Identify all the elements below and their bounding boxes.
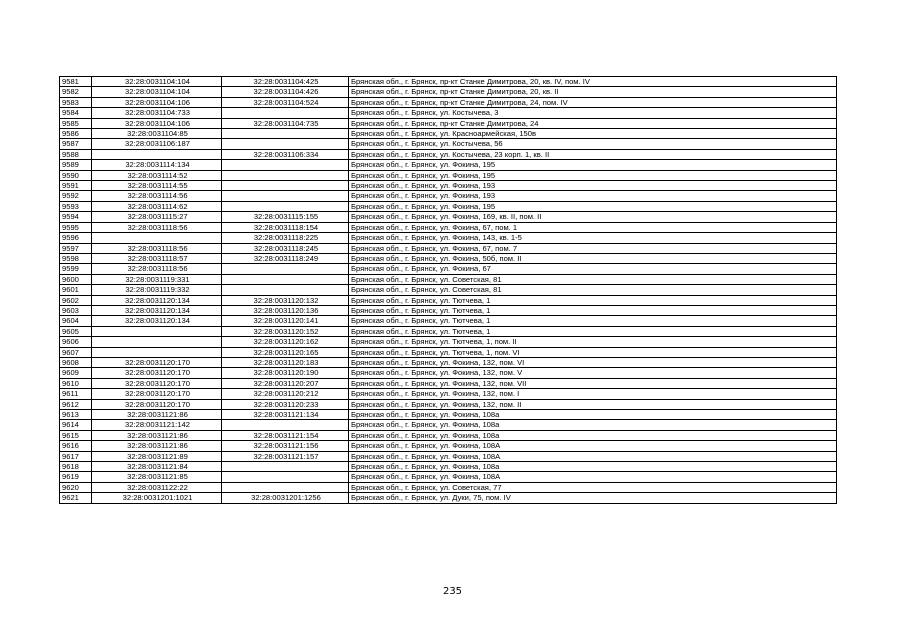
address-cell: Брянская обл., г. Брянск, ул. Фокина, 108А xyxy=(349,441,837,451)
row-number-cell: 9598 xyxy=(60,253,92,263)
room-cadastral-number-cell: 32:28:0031120:183 xyxy=(222,357,349,367)
cadastral-number-cell: 32:28:0031115:27 xyxy=(92,212,222,222)
room-cadastral-number-cell: 32:28:0031118:225 xyxy=(222,233,349,243)
cadastral-number-cell: 32:28:0031120:170 xyxy=(92,357,222,367)
address-cell: Брянская обл., г. Брянск, пр-кт Станке Димитрова, 24, пом. IV xyxy=(349,97,837,107)
cadastral-number-cell xyxy=(92,149,222,159)
room-cadastral-number-cell xyxy=(222,160,349,170)
row-number-cell: 9611 xyxy=(60,389,92,399)
cadastral-number-cell: 32:28:0031119:331 xyxy=(92,274,222,284)
table-row xyxy=(60,222,837,232)
cadastral-number-cell: 32:28:0031118:56 xyxy=(92,264,222,274)
address-cell: Брянская обл., г. Брянск, ул. Фокина, 67, пом. 7 xyxy=(349,243,837,253)
room-cadastral-number-cell: 32:28:0031120:162 xyxy=(222,337,349,347)
cadastral-number-cell: 32:28:0031118:56 xyxy=(92,222,222,232)
room-cadastral-number-cell: 32:28:0031121:154 xyxy=(222,430,349,440)
address-cell: Брянская обл., г. Брянск, ул. Дуки, 75, пом. IV xyxy=(349,493,837,503)
address-cell: Брянская обл., г. Брянск, ул. Фокина, 108А xyxy=(349,472,837,482)
cadastral-number-cell: 32:28:0031104:104 xyxy=(92,77,222,87)
room-cadastral-number-cell: 32:28:0031118:245 xyxy=(222,243,349,253)
table-row xyxy=(60,160,837,170)
room-cadastral-number-cell: 32:28:0031201:1256 xyxy=(222,493,349,503)
row-number-cell: 9614 xyxy=(60,420,92,430)
address-cell: Брянская обл., г. Брянск, ул. Фокина, 193 xyxy=(349,181,837,191)
room-cadastral-number-cell: 32:28:0031118:154 xyxy=(222,222,349,232)
cadastral-number-cell: 32:28:0031120:170 xyxy=(92,389,222,399)
table-row xyxy=(60,191,837,201)
room-cadastral-number-cell: 32:28:0031120:207 xyxy=(222,378,349,388)
row-number-cell: 9618 xyxy=(60,462,92,472)
address-cell: Брянская обл., г. Брянск, ул. Фокина, 193 xyxy=(349,191,837,201)
cadastral-number-cell: 32:28:0031119:332 xyxy=(92,285,222,295)
table-row xyxy=(60,274,837,284)
room-cadastral-number-cell: 32:28:0031120:212 xyxy=(222,389,349,399)
address-cell: Брянская обл., г. Брянск, ул. Фокина, 132, пом. VI xyxy=(349,357,837,367)
address-cell: Брянская обл., г. Брянск, ул. Фокина, 132, пом. I xyxy=(349,389,837,399)
table-row xyxy=(60,129,837,139)
address-cell: Брянская обл., г. Брянск, ул. Фокина, 195 xyxy=(349,160,837,170)
row-number-cell: 9601 xyxy=(60,285,92,295)
row-number-cell: 9603 xyxy=(60,305,92,315)
property-registry-table xyxy=(59,76,837,504)
table-row xyxy=(60,378,837,388)
cadastral-number-cell: 32:28:0031104:104 xyxy=(92,87,222,97)
cadastral-number-cell: 32:28:0031121:86 xyxy=(92,441,222,451)
row-number-cell: 9581 xyxy=(60,77,92,87)
room-cadastral-number-cell xyxy=(222,170,349,180)
cadastral-number-cell xyxy=(92,347,222,357)
cadastral-number-cell: 32:28:0031120:134 xyxy=(92,305,222,315)
room-cadastral-number-cell: 32:28:0031121:157 xyxy=(222,451,349,461)
address-cell: Брянская обл., г. Брянск, ул. Фокина, 67 xyxy=(349,264,837,274)
table-row xyxy=(60,118,837,128)
row-number-cell: 9604 xyxy=(60,316,92,326)
row-number-cell: 9599 xyxy=(60,264,92,274)
address-cell: Брянская обл., г. Брянск, ул. Фокина, 143, кв. 1-5 xyxy=(349,233,837,243)
row-number-cell: 9605 xyxy=(60,326,92,336)
registry-table-body xyxy=(60,77,837,504)
table-row xyxy=(60,253,837,263)
cadastral-number-cell: 32:28:0031120:134 xyxy=(92,295,222,305)
table-row xyxy=(60,87,837,97)
room-cadastral-number-cell xyxy=(222,139,349,149)
address-cell: Брянская обл., г. Брянск, ул. Фокина, 108а xyxy=(349,410,837,420)
address-cell: Брянская обл., г. Брянск, ул. Фокина, 50б, пом. II xyxy=(349,253,837,263)
row-number-cell: 9588 xyxy=(60,149,92,159)
cadastral-number-cell: 32:28:0031122:22 xyxy=(92,482,222,492)
cadastral-number-cell: 32:28:0031121:85 xyxy=(92,472,222,482)
room-cadastral-number-cell: 32:28:0031104:425 xyxy=(222,77,349,87)
room-cadastral-number-cell: 32:28:0031121:156 xyxy=(222,441,349,451)
cadastral-number-cell: 32:28:0031120:170 xyxy=(92,368,222,378)
table-row xyxy=(60,357,837,367)
room-cadastral-number-cell xyxy=(222,482,349,492)
room-cadastral-number-cell: 32:28:0031120:132 xyxy=(222,295,349,305)
cadastral-number-cell: 32:28:0031104:106 xyxy=(92,97,222,107)
cadastral-number-cell xyxy=(92,337,222,347)
address-cell: Брянская обл., г. Брянск, ул. Фокина, 108а xyxy=(349,420,837,430)
table-row xyxy=(60,482,837,492)
address-cell: Брянская обл., г. Брянск, ул. Тютчева, 1 xyxy=(349,316,837,326)
row-number-cell: 9594 xyxy=(60,212,92,222)
address-cell: Брянская обл., г. Брянск, пр-кт Станке Димитрова, 20, кв. IV, пом. IV xyxy=(349,77,837,87)
cadastral-number-cell: 32:28:0031106:187 xyxy=(92,139,222,149)
row-number-cell: 9592 xyxy=(60,191,92,201)
row-number-cell: 9613 xyxy=(60,410,92,420)
cadastral-number-cell: 32:28:0031104:85 xyxy=(92,129,222,139)
table-row xyxy=(60,181,837,191)
address-cell: Брянская обл., г. Брянск, ул. Советская, 81 xyxy=(349,274,837,284)
table-row xyxy=(60,285,837,295)
cadastral-number-cell: 32:28:0031121:86 xyxy=(92,410,222,420)
row-number-cell: 9589 xyxy=(60,160,92,170)
row-number-cell: 9596 xyxy=(60,233,92,243)
table-row xyxy=(60,493,837,503)
table-row xyxy=(60,149,837,159)
address-cell: Брянская обл., г. Брянск, ул. Тютчева, 1, пом. VI xyxy=(349,347,837,357)
table-row xyxy=(60,243,837,253)
address-cell: Брянская обл., г. Брянск, ул. Фокина, 169, кв. II, пом. II xyxy=(349,212,837,222)
room-cadastral-number-cell xyxy=(222,420,349,430)
cadastral-number-cell: 32:28:0031104:733 xyxy=(92,108,222,118)
address-cell: Брянская обл., г. Брянск, ул. Советская, 77 xyxy=(349,482,837,492)
row-number-cell: 9619 xyxy=(60,472,92,482)
row-number-cell: 9609 xyxy=(60,368,92,378)
row-number-cell: 9586 xyxy=(60,129,92,139)
cadastral-number-cell: 32:28:0031118:56 xyxy=(92,243,222,253)
row-number-cell: 9617 xyxy=(60,451,92,461)
table-row xyxy=(60,233,837,243)
room-cadastral-number-cell: 32:28:0031120:152 xyxy=(222,326,349,336)
room-cadastral-number-cell: 32:28:0031120:165 xyxy=(222,347,349,357)
room-cadastral-number-cell xyxy=(222,285,349,295)
cadastral-number-cell: 32:28:0031121:86 xyxy=(92,430,222,440)
address-cell: Брянская обл., г. Брянск, ул. Красноармейская, 150в xyxy=(349,129,837,139)
table-row xyxy=(60,410,837,420)
room-cadastral-number-cell: 32:28:0031115:155 xyxy=(222,212,349,222)
table-row xyxy=(60,462,837,472)
address-cell: Брянская обл., г. Брянск, ул. Фокина, 108а xyxy=(349,430,837,440)
table-row xyxy=(60,139,837,149)
cadastral-number-cell: 32:28:0031114:55 xyxy=(92,181,222,191)
room-cadastral-number-cell xyxy=(222,201,349,211)
address-cell: Брянская обл., г. Брянск, ул. Костычева, 23 корп. 1, кв. II xyxy=(349,149,837,159)
table-row xyxy=(60,305,837,315)
row-number-cell: 9610 xyxy=(60,378,92,388)
address-cell: Брянская обл., г. Брянск, ул. Тютчева, 1 xyxy=(349,305,837,315)
table-row xyxy=(60,368,837,378)
row-number-cell: 9602 xyxy=(60,295,92,305)
row-number-cell: 9608 xyxy=(60,357,92,367)
row-number-cell: 9587 xyxy=(60,139,92,149)
cadastral-number-cell: 32:28:0031120:170 xyxy=(92,399,222,409)
room-cadastral-number-cell xyxy=(222,264,349,274)
cadastral-number-cell: 32:28:0031114:56 xyxy=(92,191,222,201)
cadastral-number-cell: 32:28:0031121:142 xyxy=(92,420,222,430)
row-number-cell: 9595 xyxy=(60,222,92,232)
table-row xyxy=(60,212,837,222)
row-number-cell: 9591 xyxy=(60,181,92,191)
page-number: 235 xyxy=(442,586,463,597)
row-number-cell: 9585 xyxy=(60,118,92,128)
room-cadastral-number-cell xyxy=(222,191,349,201)
address-cell: Брянская обл., г. Брянск, ул. Фокина, 67, пом. 1 xyxy=(349,222,837,232)
room-cadastral-number-cell xyxy=(222,129,349,139)
table-row xyxy=(60,201,837,211)
cadastral-number-cell: 32:28:0031118:57 xyxy=(92,253,222,263)
table-row xyxy=(60,347,837,357)
row-number-cell: 9620 xyxy=(60,482,92,492)
row-number-cell: 9583 xyxy=(60,97,92,107)
table-row xyxy=(60,389,837,399)
address-cell: Брянская обл., г. Брянск, ул. Фокина, 195 xyxy=(349,201,837,211)
room-cadastral-number-cell: 32:28:0031120:141 xyxy=(222,316,349,326)
table-row xyxy=(60,337,837,347)
address-cell: Брянская обл., г. Брянск, ул. Костычева, 3 xyxy=(349,108,837,118)
row-number-cell: 9600 xyxy=(60,274,92,284)
address-cell: Брянская обл., г. Брянск, ул. Советская, 81 xyxy=(349,285,837,295)
table-row xyxy=(60,97,837,107)
row-number-cell: 9593 xyxy=(60,201,92,211)
room-cadastral-number-cell xyxy=(222,181,349,191)
address-cell: Брянская обл., г. Брянск, пр-кт Станке Димитрова, 20, кв. II xyxy=(349,87,837,97)
address-cell: Брянская обл., г. Брянск, ул. Тютчева, 1 xyxy=(349,326,837,336)
address-cell: Брянская обл., г. Брянск, ул. Тютчева, 1, пом. II xyxy=(349,337,837,347)
room-cadastral-number-cell: 32:28:0031120:233 xyxy=(222,399,349,409)
room-cadastral-number-cell: 32:28:0031104:735 xyxy=(222,118,349,128)
table-row xyxy=(60,441,837,451)
room-cadastral-number-cell xyxy=(222,274,349,284)
cadastral-number-cell: 32:28:0031114:134 xyxy=(92,160,222,170)
room-cadastral-number-cell: 32:28:0031120:136 xyxy=(222,305,349,315)
room-cadastral-number-cell: 32:28:0031118:249 xyxy=(222,253,349,263)
cadastral-number-cell: 32:28:0031114:52 xyxy=(92,170,222,180)
room-cadastral-number-cell xyxy=(222,108,349,118)
cadastral-number-cell: 32:28:0031120:170 xyxy=(92,378,222,388)
table-row xyxy=(60,316,837,326)
table-row xyxy=(60,264,837,274)
address-cell: Брянская обл., г. Брянск, ул. Тютчева, 1 xyxy=(349,295,837,305)
table-row xyxy=(60,472,837,482)
row-number-cell: 9607 xyxy=(60,347,92,357)
room-cadastral-number-cell xyxy=(222,472,349,482)
table-row xyxy=(60,399,837,409)
room-cadastral-number-cell: 32:28:0031104:426 xyxy=(222,87,349,97)
address-cell: Брянская обл., г. Брянск, ул. Фокина, 132, пом. V xyxy=(349,368,837,378)
table-row xyxy=(60,77,837,87)
cadastral-number-cell: 32:28:0031104:106 xyxy=(92,118,222,128)
cadastral-number-cell: 32:28:0031121:89 xyxy=(92,451,222,461)
room-cadastral-number-cell xyxy=(222,462,349,472)
row-number-cell: 9584 xyxy=(60,108,92,118)
table-row xyxy=(60,170,837,180)
row-number-cell: 9621 xyxy=(60,493,92,503)
address-cell: Брянская обл., г. Брянск, ул. Фокина, 108а xyxy=(349,462,837,472)
table-row xyxy=(60,420,837,430)
row-number-cell: 9615 xyxy=(60,430,92,440)
address-cell: Брянская обл., г. Брянск, ул. Костычева, 56 xyxy=(349,139,837,149)
cadastral-number-cell xyxy=(92,233,222,243)
cadastral-number-cell: 32:28:0031201:1021 xyxy=(92,493,222,503)
cadastral-number-cell xyxy=(92,326,222,336)
table-row xyxy=(60,326,837,336)
cadastral-number-cell: 32:28:0031121:84 xyxy=(92,462,222,472)
row-number-cell: 9597 xyxy=(60,243,92,253)
room-cadastral-number-cell: 32:28:0031104:524 xyxy=(222,97,349,107)
address-cell: Брянская обл., г. Брянск, ул. Фокина, 108А xyxy=(349,451,837,461)
room-cadastral-number-cell: 32:28:0031121:134 xyxy=(222,410,349,420)
room-cadastral-number-cell: 32:28:0031106:334 xyxy=(222,149,349,159)
table-row xyxy=(60,295,837,305)
address-cell: Брянская обл., г. Брянск, ул. Фокина, 195 xyxy=(349,170,837,180)
table-row xyxy=(60,430,837,440)
row-number-cell: 9582 xyxy=(60,87,92,97)
cadastral-number-cell: 32:28:0031114:62 xyxy=(92,201,222,211)
address-cell: Брянская обл., г. Брянск, ул. Фокина, 132, пом. VII xyxy=(349,378,837,388)
address-cell: Брянская обл., г. Брянск, пр-кт Станке Димитрова, 24 xyxy=(349,118,837,128)
row-number-cell: 9616 xyxy=(60,441,92,451)
row-number-cell: 9606 xyxy=(60,337,92,347)
address-cell: Брянская обл., г. Брянск, ул. Фокина, 132, пом. II xyxy=(349,399,837,409)
table-row xyxy=(60,108,837,118)
row-number-cell: 9590 xyxy=(60,170,92,180)
room-cadastral-number-cell: 32:28:0031120:190 xyxy=(222,368,349,378)
table-row xyxy=(60,451,837,461)
cadastral-number-cell: 32:28:0031120:134 xyxy=(92,316,222,326)
row-number-cell: 9612 xyxy=(60,399,92,409)
